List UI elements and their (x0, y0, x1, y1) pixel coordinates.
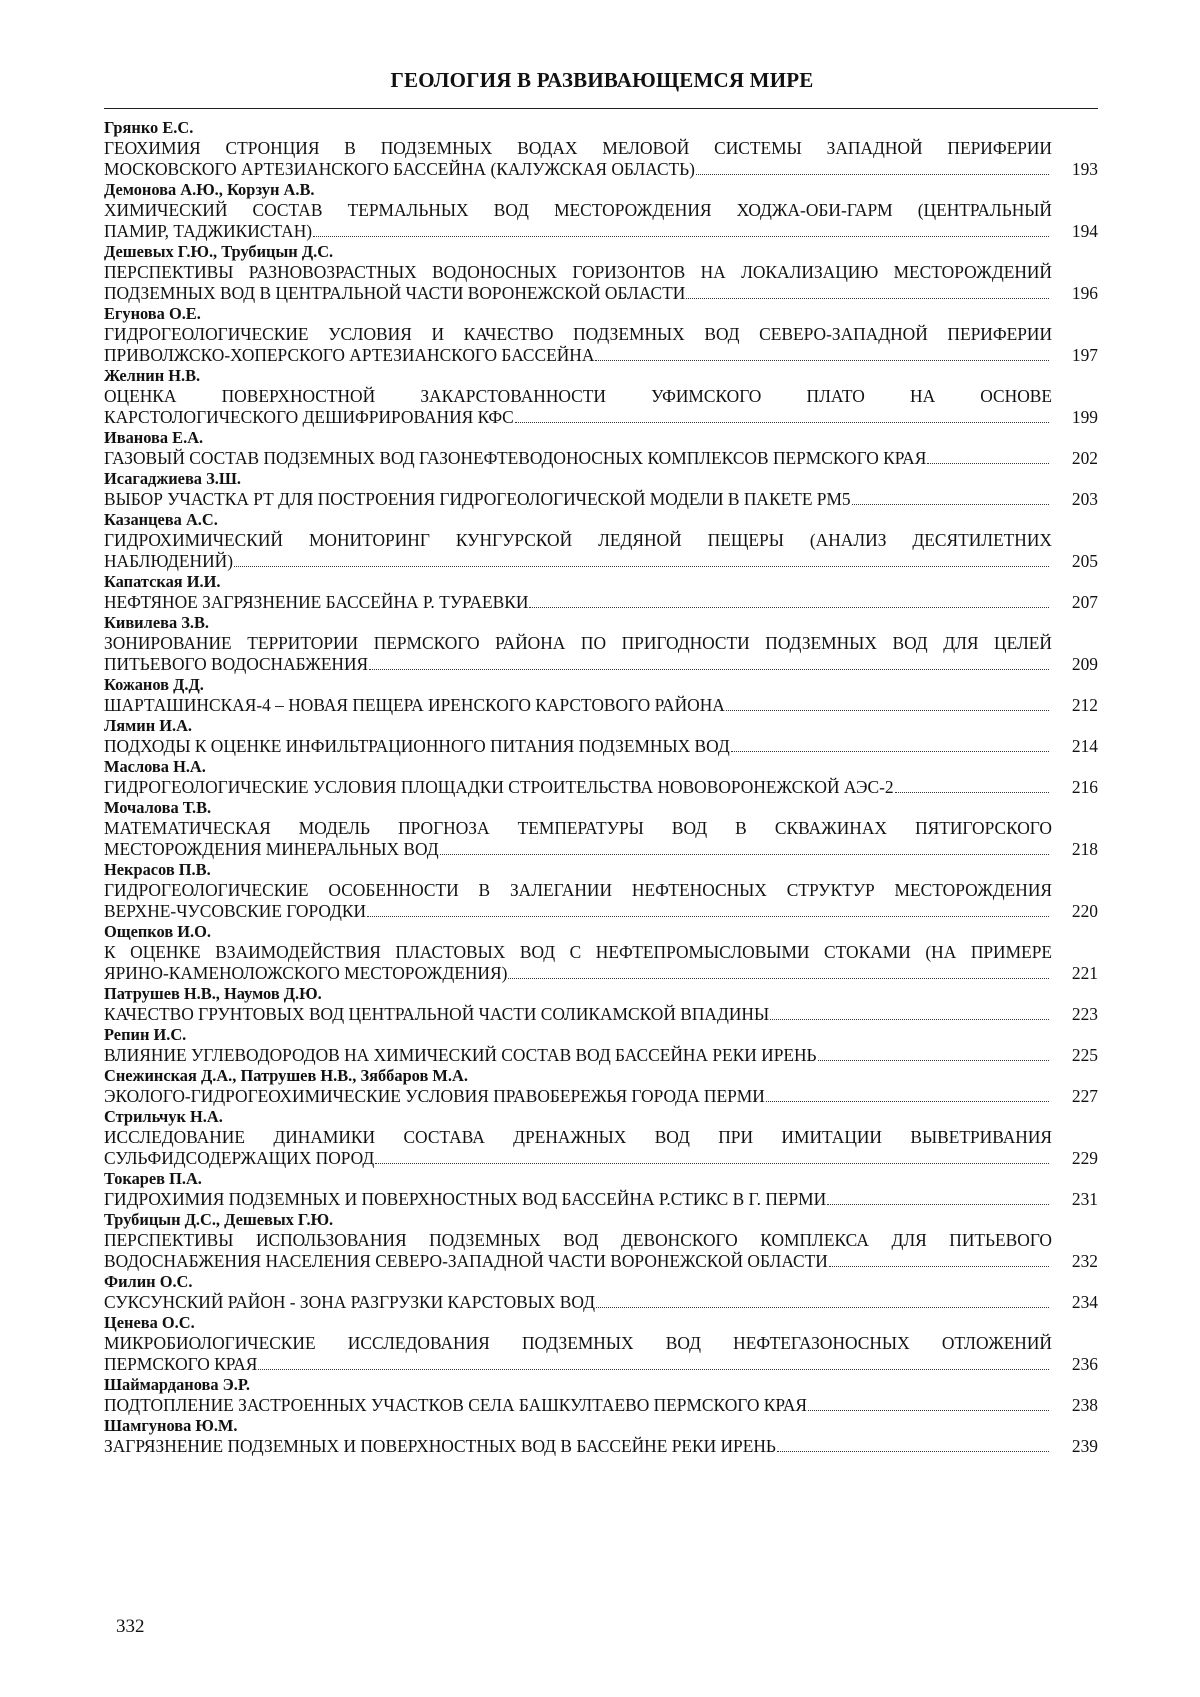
toc-entry (104, 180, 1098, 242)
toc-entry-author: Шаймарданова Э.Р. (104, 1375, 250, 1394)
toc-entry-title-line: ЗОНИРОВАНИЕ ТЕРРИТОРИИ ПЕРМСКОГО РАЙОНА ПО ПРИГОДНОСТИ ПОДЗЕМНЫХ ВОД ДЛЯ ЦЕЛЕЙ (104, 633, 1052, 653)
toc-entry-title-line: ПРИВОЛЖСКО-ХОПЕРСКОГО АРТЕЗИАНСКОГО БАССЕЙНА (104, 345, 595, 365)
dot-leader (440, 854, 1049, 855)
dot-leader (508, 978, 1049, 979)
toc-entry-title-line: ВЫБОР УЧАСТКА РТ ДЛЯ ПОСТРОЕНИЯ ГИДРОГЕОЛОГИЧЕСКОЙ МОДЕЛИ В ПАКЕТЕ PM5 (104, 489, 851, 509)
dot-leader (770, 1019, 1049, 1020)
dot-leader (686, 298, 1049, 299)
toc-entry-author: Токарев П.А. (104, 1169, 202, 1188)
toc-entry-author: Ценева О.С. (104, 1313, 195, 1332)
toc-entry-page: 221 (1071, 963, 1098, 983)
toc-entry (104, 118, 1098, 180)
toc-entry-title-line: ПОДХОДЫ К ОЦЕНКЕ ИНФИЛЬТРАЦИОННОГО ПИТАНИЯ ПОДЗЕМНЫХ ВОД (104, 736, 730, 756)
toc-entry-page: 197 (1071, 345, 1098, 365)
toc-entry-title-line: МЕСТОРОЖДЕНИЯ МИНЕРАЛЬНЫХ ВОД (104, 839, 439, 859)
toc-entry-author: Патрушев Н.В., Наумов Д.Ю. (104, 984, 322, 1003)
toc-entry-page: 214 (1071, 736, 1098, 756)
toc-entry-page: 209 (1071, 654, 1098, 674)
dot-leader (726, 710, 1049, 711)
toc-entry (104, 510, 1098, 572)
toc-entry-title-line: МИКРОБИОЛОГИЧЕСКИЕ ИССЛЕДОВАНИЯ ПОДЗЕМНЫХ ВОД НЕФТЕГАЗОНОСНЫХ ОТЛОЖЕНИЙ (104, 1333, 1052, 1353)
toc-entry-title-line: НАБЛЮДЕНИЙ) (104, 551, 233, 571)
toc-entry-page: 194 (1071, 221, 1098, 241)
toc-entry-author: Капатская И.И. (104, 572, 221, 591)
dot-leader (829, 1266, 1049, 1267)
toc-entry (104, 469, 1098, 510)
dot-leader (258, 1369, 1049, 1370)
dot-leader (827, 1204, 1049, 1205)
dot-leader (369, 669, 1049, 670)
toc-entry-page: 193 (1071, 159, 1098, 179)
toc-entry-title-line: ГИДРОГЕОЛОГИЧЕСКИЕ УСЛОВИЯ И КАЧЕСТВО ПОДЗЕМНЫХ ВОД СЕВЕРО-ЗАПАДНОЙ ПЕРИФЕРИИ (104, 324, 1052, 344)
dot-leader (777, 1451, 1049, 1452)
dot-leader (313, 236, 1049, 237)
toc-entry-page: 196 (1071, 283, 1098, 303)
toc-entry-page: 205 (1071, 551, 1098, 571)
table-of-contents (104, 118, 1098, 1457)
dot-leader (818, 1060, 1049, 1061)
toc-entry (104, 572, 1098, 613)
toc-entry (104, 1025, 1098, 1066)
toc-entry (104, 1375, 1098, 1416)
toc-entry-title-line: ПИТЬЕВОГО ВОДОСНАБЖЕНИЯ (104, 654, 369, 674)
toc-entry (104, 1169, 1098, 1210)
dot-leader (234, 566, 1049, 567)
toc-entry (104, 428, 1098, 469)
toc-entry-page: 239 (1071, 1436, 1098, 1456)
toc-entry-title-line: МАТЕМАТИЧЕСКАЯ МОДЕЛЬ ПРОГНОЗА ТЕМПЕРАТУРЫ ВОД В СКВАЖИНАХ ПЯТИГОРСКОГО (104, 818, 1052, 838)
toc-entry-author: Демонова А.Ю., Корзун А.В. (104, 180, 315, 199)
toc-entry-page: 218 (1071, 839, 1098, 859)
toc-entry-page: 234 (1071, 1292, 1098, 1312)
toc-entry-title-line: ШАРТАШИНСКАЯ-4 – НОВАЯ ПЕЩЕРА ИРЕНСКОГО КАРСТОВОГО РАЙОНА (104, 695, 725, 715)
toc-entry-page: 225 (1071, 1045, 1098, 1065)
toc-entry-author: Мочалова Т.В. (104, 798, 212, 817)
toc-entry (104, 1107, 1098, 1169)
toc-entry (104, 242, 1098, 304)
toc-entry-title-line: ХИМИЧЕСКИЙ СОСТАВ ТЕРМАЛЬНЫХ ВОД МЕСТОРОЖДЕНИЯ ХОДЖА-ОБИ-ГАРМ (ЦЕНТРАЛЬНЫЙ (104, 200, 1052, 220)
toc-entry (104, 613, 1098, 675)
dot-leader (595, 360, 1049, 361)
toc-entry-author: Желнин Н.В. (104, 366, 201, 385)
dot-leader (529, 607, 1049, 608)
toc-entry-page: 220 (1071, 901, 1098, 921)
toc-entry-title-line: ВОДОСНАБЖЕНИЯ НАСЕЛЕНИЯ СЕВЕРО-ЗАПАДНОЙ ЧАСТИ ВОРОНЕЖСКОЙ ОБЛАСТИ (104, 1251, 828, 1271)
toc-entry-author: Снежинская Д.А., Патрушев Н.В., Зяббаров М.А. (104, 1066, 468, 1085)
page-number: 332 (116, 1616, 145, 1637)
toc-entry (104, 675, 1098, 716)
toc-entry-title-line: ГИДРОГЕОЛОГИЧЕСКИЕ ОСОБЕННОСТИ В ЗАЛЕГАНИИ НЕФТЕНОСНЫХ СТРУКТУР МЕСТОРОЖДЕНИЯ (104, 880, 1052, 900)
toc-entry-title-line: СУЛЬФИДСОДЕРЖАЩИХ ПОРОД (104, 1148, 375, 1168)
toc-entry-title-line: ПОДЗЕМНЫХ ВОД В ЦЕНТРАЛЬНОЙ ЧАСТИ ВОРОНЕЖСКОЙ ОБЛАСТИ (104, 283, 686, 303)
toc-entry-author: Дешевых Г.Ю., Трубицын Д.С. (104, 242, 334, 261)
toc-entry (104, 1272, 1098, 1313)
toc-entry-title-line: ЭКОЛОГО-ГИДРОГЕОХИМИЧЕСКИЕ УСЛОВИЯ ПРАВОБЕРЕЖЬЯ ГОРОДА ПЕРМИ (104, 1086, 765, 1106)
toc-entry (104, 984, 1098, 1025)
toc-entry (104, 860, 1098, 922)
toc-entry-title-line: ГИДРОГЕОЛОГИЧЕСКИЕ УСЛОВИЯ ПЛОЩАДКИ СТРОИТЕЛЬСТВА НОВОВОРОНЕЖСКОЙ АЭС-2 (104, 777, 894, 797)
toc-entry-title-line: К ОЦЕНКЕ ВЗАИМОДЕЙСТВИЯ ПЛАСТОВЫХ ВОД С НЕФТЕПРОМЫСЛОВЫМИ СТОКАМИ (НА ПРИМЕРЕ (104, 942, 1052, 962)
toc-entry (104, 757, 1098, 798)
toc-entry (104, 798, 1098, 860)
toc-entry-author: Иванова Е.А. (104, 428, 204, 447)
toc-entry-author: Шамгунова Ю.М. (104, 1416, 238, 1435)
toc-entry-page: 223 (1071, 1004, 1098, 1024)
toc-entry-author: Некрасов П.В. (104, 860, 211, 879)
toc-entry-title-line: ГИДРОХИМИЯ ПОДЗЕМНЫХ И ПОВЕРХНОСТНЫХ ВОД БАССЕЙНА Р.СТИКС В Г. ПЕРМИ (104, 1189, 827, 1209)
toc-entry (104, 1066, 1098, 1107)
toc-entry-title-line: СУКСУНСКИЙ РАЙОН - ЗОНА РАЗГРУЗКИ КАРСТОВЫХ ВОД (104, 1292, 595, 1312)
dot-leader (515, 422, 1049, 423)
title-rule (104, 108, 1098, 109)
toc-entry (104, 1313, 1098, 1375)
toc-entry-author: Казанцева А.С. (104, 510, 218, 529)
toc-entry-author: Репин И.С. (104, 1025, 187, 1044)
dot-leader (731, 751, 1049, 752)
toc-entry-title-line: ГЕОХИМИЯ СТРОНЦИЯ В ПОДЗЕМНЫХ ВОДАХ МЕЛОВОЙ СИСТЕМЫ ЗАПАДНОЙ ПЕРИФЕРИИ (104, 138, 1052, 158)
toc-entry-title-line: ОЦЕНКА ПОВЕРХНОСТНОЙ ЗАКАРСТОВАННОСТИ УФИМСКОГО ПЛАТО НА ОСНОВЕ (104, 386, 1052, 406)
toc-entry-page: 216 (1071, 777, 1098, 797)
dot-leader (375, 1163, 1049, 1164)
toc-entry (104, 716, 1098, 757)
toc-entry (104, 1210, 1098, 1272)
toc-entry-title-line: ВЛИЯНИЕ УГЛЕВОДОРОДОВ НА ХИМИЧЕСКИЙ СОСТАВ ВОД БАССЕЙНА РЕКИ ИРЕНЬ (104, 1045, 817, 1065)
toc-entry-title-line: ПЕРСПЕКТИВЫ РАЗНОВОЗРАСТНЫХ ВОДОНОСНЫХ ГОРИЗОНТОВ НА ЛОКАЛИЗАЦИЮ МЕСТОРОЖДЕНИЙ (104, 262, 1052, 282)
toc-entry-author: Исагаджиева З.Ш. (104, 469, 241, 488)
toc-entry-title-line: ИССЛЕДОВАНИЕ ДИНАМИКИ СОСТАВА ДРЕНАЖНЫХ ВОД ПРИ ИМИТАЦИИ ВЫВЕТРИВАНИЯ (104, 1127, 1052, 1147)
toc-entry-page: 238 (1071, 1395, 1098, 1415)
toc-entry-title-line: ГИДРОХИМИЧЕСКИЙ МОНИТОРИНГ КУНГУРСКОЙ ЛЕДЯНОЙ ПЕЩЕРЫ (АНАЛИЗ ДЕСЯТИЛЕТНИХ (104, 530, 1052, 550)
toc-entry-title-line: МОСКОВСКОГО АРТЕЗИАНСКОГО БАССЕЙНА (КАЛУЖСКАЯ ОБЛАСТЬ) (104, 159, 695, 179)
toc-entry-page: 199 (1071, 407, 1098, 427)
toc-entry-title-line: ВЕРХНЕ-ЧУСОВСКИЕ ГОРОДКИ (104, 901, 367, 921)
toc-entry-title-line: ПАМИР, ТАДЖИКИСТАН) (104, 221, 313, 241)
toc-entry-author: Маслова Н.А. (104, 757, 206, 776)
toc-entry-author: Грянко Е.С. (104, 118, 194, 137)
dot-leader (596, 1307, 1049, 1308)
toc-entry-author: Трубицын Д.С., Дешевых Г.Ю. (104, 1210, 334, 1229)
toc-entry-page: 203 (1071, 489, 1098, 509)
toc-entry-page: 232 (1071, 1251, 1098, 1271)
toc-entry-author: Кивилева З.В. (104, 613, 210, 632)
toc-entry-page: 231 (1071, 1189, 1098, 1209)
toc-entry-page: 207 (1071, 592, 1098, 612)
toc-entry-title-line: ПЕРСПЕКТИВЫ ИСПОЛЬЗОВАНИЯ ПОДЗЕМНЫХ ВОД ДЕВОНСКОГО КОМПЛЕКСА ДЛЯ ПИТЬЕВОГО (104, 1230, 1052, 1250)
toc-entry-page: 236 (1071, 1354, 1098, 1374)
toc-entry-title-line: НЕФТЯНОЕ ЗАГРЯЗНЕНИЕ БАССЕЙНА Р. ТУРАЕВКИ (104, 592, 529, 612)
toc-entry (104, 304, 1098, 366)
toc-entry-author: Стрильчук Н.А. (104, 1107, 223, 1126)
toc-entry-title-line: ЗАГРЯЗНЕНИЕ ПОДЗЕМНЫХ И ПОВЕРХНОСТНЫХ ВОД В БАССЕЙНЕ РЕКИ ИРЕНЬ (104, 1436, 776, 1456)
dot-leader (367, 916, 1049, 917)
dot-leader (766, 1101, 1049, 1102)
toc-entry-title-line: ЯРИНО-КАМЕНОЛОЖСКОГО МЕСТОРОЖДЕНИЯ) (104, 963, 508, 983)
dot-leader (895, 792, 1049, 793)
toc-entry-title-line: ПЕРМСКОГО КРАЯ (104, 1354, 258, 1374)
toc-entry-title-line: КАРСТОЛОГИЧЕСКОГО ДЕШИФРИРОВАНИЯ КФС (104, 407, 514, 427)
dot-leader (852, 504, 1049, 505)
toc-entry-title-line: ПОДТОПЛЕНИЕ ЗАСТРОЕННЫХ УЧАСТКОВ СЕЛА БАШКУЛТАЕВО ПЕРМСКОГО КРАЯ (104, 1395, 807, 1415)
toc-entry-title-line: ГАЗОВЫЙ СОСТАВ ПОДЗЕМНЫХ ВОД ГАЗОНЕФТЕВОДОНОСНЫХ КОМПЛЕКСОВ ПЕРМСКОГО КРАЯ (104, 448, 927, 468)
toc-entry-page: 229 (1071, 1148, 1098, 1168)
toc-entry-author: Кожанов Д.Д. (104, 675, 204, 694)
toc-entry-author: Филин О.С. (104, 1272, 193, 1291)
toc-entry-title-line: КАЧЕСТВО ГРУНТОВЫХ ВОД ЦЕНТРАЛЬНОЙ ЧАСТИ СОЛИКАМСКОЙ ВПАДИНЫ (104, 1004, 770, 1024)
toc-entry-page: 227 (1071, 1086, 1098, 1106)
dot-leader (808, 1410, 1049, 1411)
dot-leader (696, 174, 1049, 175)
toc-entry-page: 212 (1071, 695, 1098, 715)
toc-entry (104, 922, 1098, 984)
section-title: ГЕОЛОГИЯ В РАЗВИВАЮЩЕМСЯ МИРЕ (390, 68, 814, 92)
toc-entry-author: Ощепков И.О. (104, 922, 211, 941)
toc-entry (104, 1416, 1098, 1457)
toc-entry-author: Егунова О.Е. (104, 304, 201, 323)
toc-entry (104, 366, 1098, 428)
dot-leader (927, 463, 1049, 464)
toc-entry-author: Лямин И.А. (104, 716, 193, 735)
toc-entry-page: 202 (1071, 448, 1098, 468)
